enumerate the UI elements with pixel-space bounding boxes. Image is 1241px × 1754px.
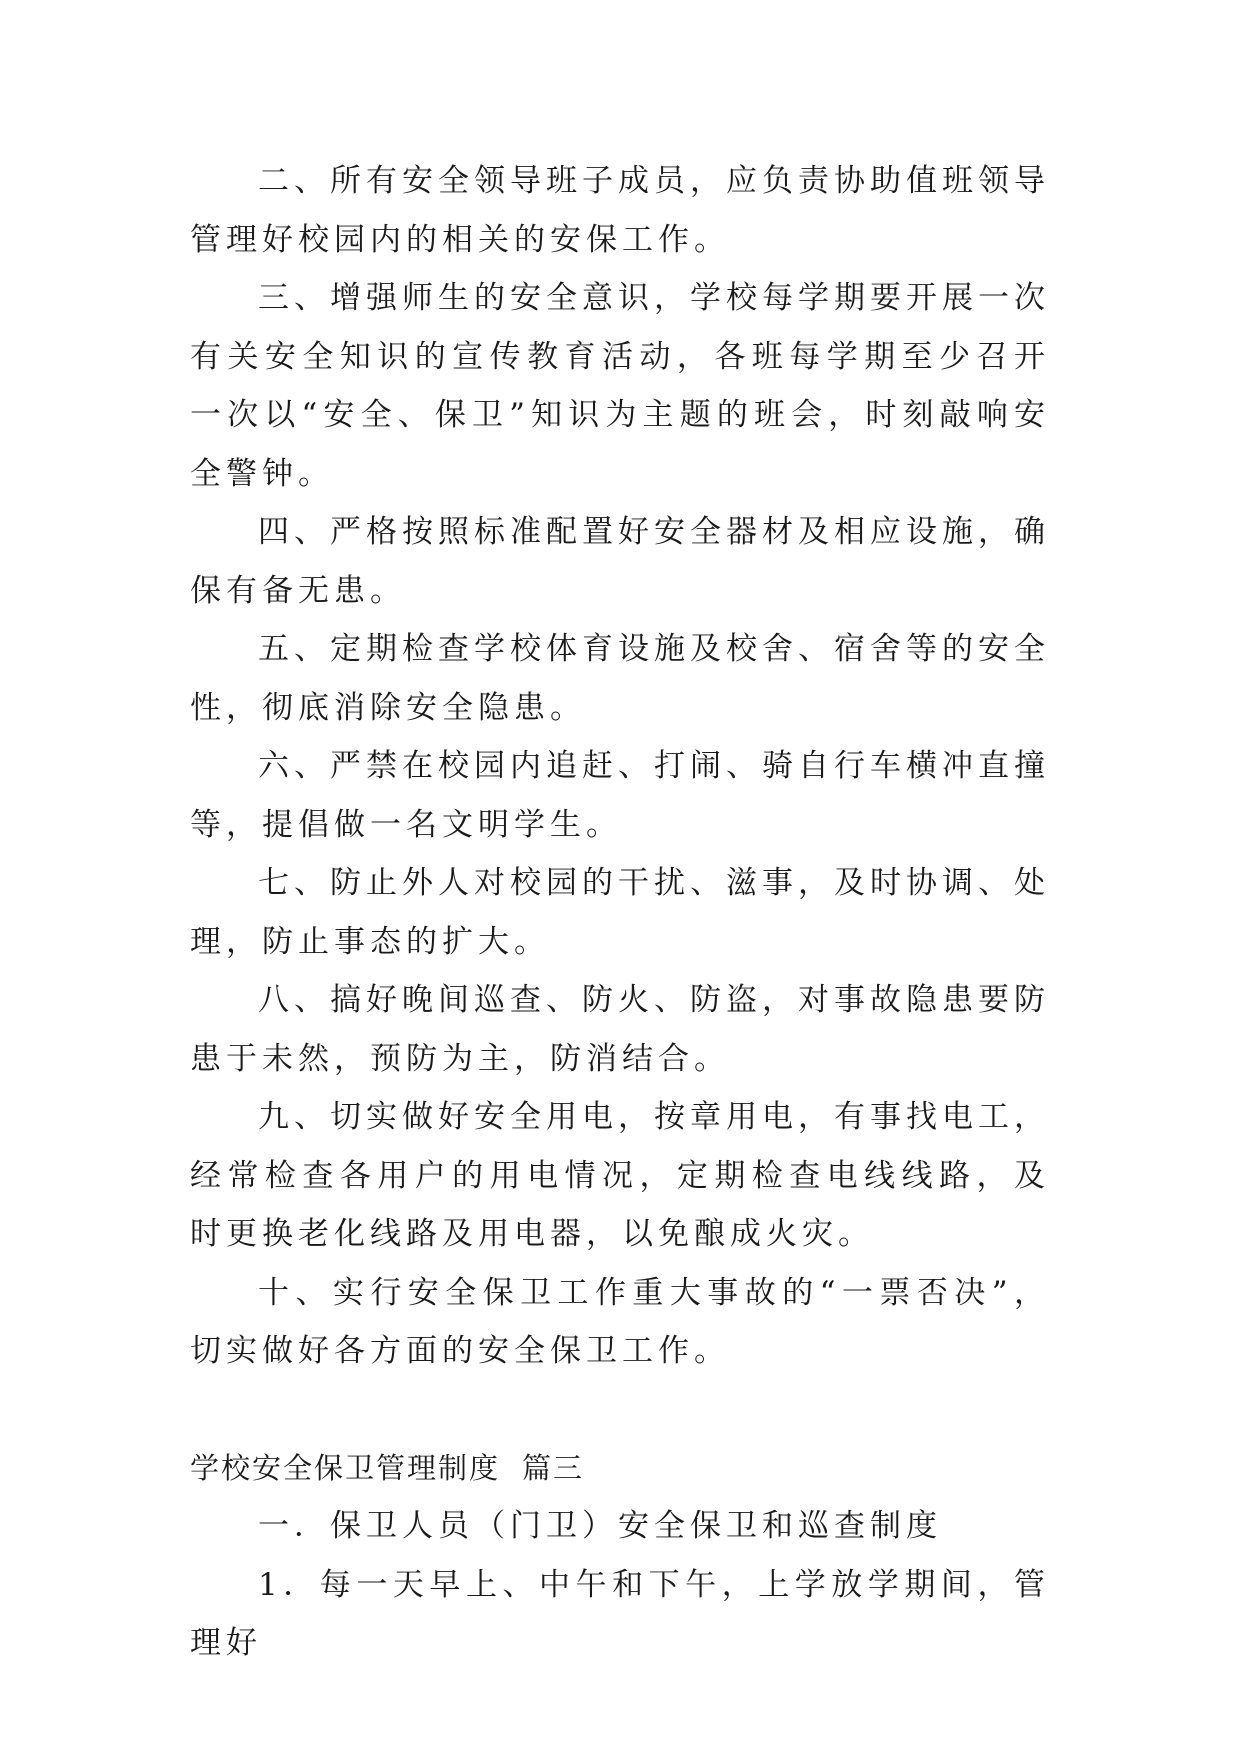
subsection-heading: 一．保卫人员（门卫）安全保卫和巡查制度 xyxy=(258,1508,942,1544)
paragraph-4: 四、严格按照标准配置好安全器材及相应设施，确保有备无患。 xyxy=(190,514,1050,609)
paragraph-3: 三、增强师生的安全意识，学校每学期要开展一次有关安全知识的宣传教育活动，各班每学期至少召开一次以“安全、保卫”知识为主题的班会，时刻敲响安全警钟。 xyxy=(190,280,1050,492)
paragraph-item-1: 1．每一天早上、中午和下午，上学放学期间，管理好 xyxy=(190,1566,1050,1661)
paragraph-5: 五、定期检查学校体育设施及校舍、宿舍等的安全性，彻底消除安全隐患。 xyxy=(190,631,1050,726)
document-body xyxy=(190,152,1050,1673)
paragraph-2: 二、所有安全领导班子成员，应负责协助值班领导管理好校园内的相关的安保工作。 xyxy=(190,163,1050,258)
paragraph-10: 十、实行安全保卫工作重大事故的“一票否决”，切实做好各方面的安全保卫工作。 xyxy=(190,1274,1050,1369)
section-label: 篇三 xyxy=(522,1450,585,1485)
section-heading xyxy=(190,1439,1050,1498)
paragraph-9: 九、切实做好安全用电，按章用电，有事找电工，经常检查各用户的用电情况，定期检查电线线路，及时更换老化线路及用电器，以免酿成火灾。 xyxy=(190,1099,1050,1252)
paragraph-6: 六、严禁在校园内追赶、打闹、骑自行车横冲直撞等，提倡做一名文明学生。 xyxy=(190,748,1050,843)
section-title: 学校安全保卫管理制度 xyxy=(190,1450,501,1485)
paragraph-8: 八、搞好晚间巡查、防火、防盗，对事故隐患要防患于未然，预防为主，防消结合。 xyxy=(190,982,1050,1077)
paragraph-7: 七、防止外人对校园的干扰、滋事，及时协调、处理，防止事态的扩大。 xyxy=(190,865,1050,960)
